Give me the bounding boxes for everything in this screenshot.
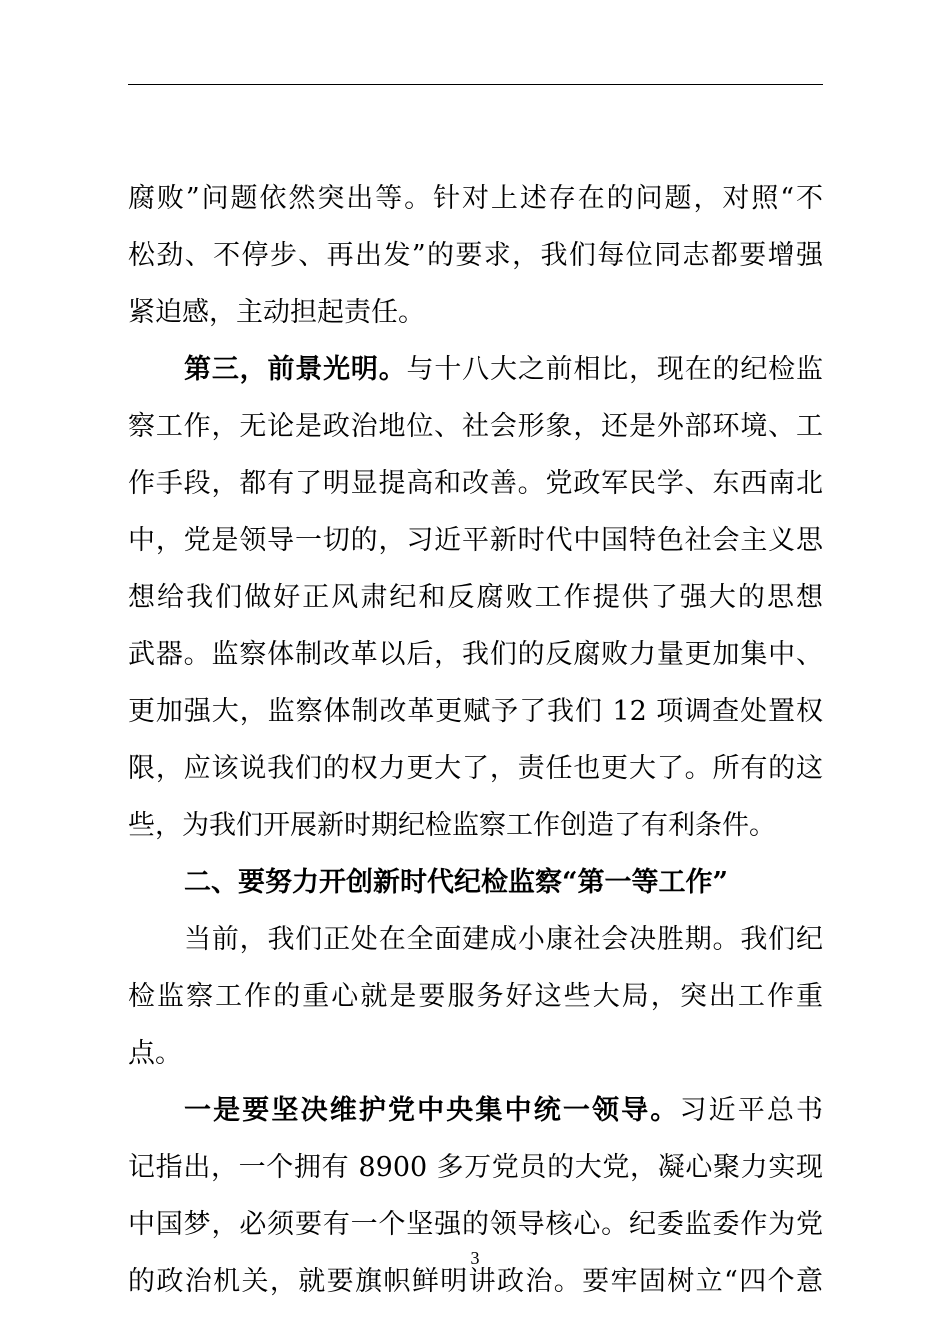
body-line: 记指出，一个拥有 8900 多万党员的大党，凝心聚力实现 [128, 1152, 823, 1183]
body-line: 检监察工作的重心就是要服务好这些大局，突出工作重 [128, 981, 823, 1012]
header-rule [128, 84, 823, 85]
body-line: 想给我们做好正风肃纪和反腐败工作提供了强大的思想 [128, 582, 823, 613]
body-line: 紧迫感，主动担起责任。 [128, 297, 425, 328]
section-heading-line: 第三，前景光明。与十八大之前相比，现在的纪检监 [184, 354, 823, 385]
chapter-heading-line [128, 854, 823, 911]
body-line: 些，为我们开展新时期纪检监察工作创造了有利条件。 [128, 810, 776, 841]
body-line: 当前，我们正处在全面建成小康社会决胜期。我们纪 [184, 924, 823, 955]
document-body [128, 170, 823, 1310]
body-line: 腐败”问题依然突出等。针对上述存在的问题，对照“不 [128, 183, 823, 214]
body-line: 限，应该说我们的权力更大了，责任也更大了。所有的这 [128, 753, 823, 784]
section-heading-line: 一是要坚决维护党中央集中统一领导。习近平总书 [184, 1095, 823, 1126]
body-line: 的政治机关，就要旗帜鲜明讲政治。要牢固树立“四个意 [128, 1266, 823, 1297]
section-heading: 第三，前景光明。 [184, 354, 407, 385]
body-line: 点。 [128, 1038, 182, 1069]
body-line: 武器。监察体制改革以后，我们的反腐败力量更加集中、 [128, 639, 823, 670]
body-line: 更加强大，监察体制改革更赋予了我们 12 项调查处置权 [128, 696, 823, 727]
page-number: 3 [470, 1248, 480, 1268]
body-line: 中，党是领导一切的，习近平新时代中国特色社会主义思 [128, 525, 823, 556]
body-line: 中国梦，必须要有一个坚强的领导核心。纪委监委作为党 [128, 1209, 823, 1240]
chapter-heading: 二、要努力开创新时代纪检监察“第一等工作” [184, 867, 729, 898]
body-line: 察工作，无论是政治地位、社会形象，还是外部环境、工 [128, 411, 823, 442]
body-line: 作手段，都有了明显提高和改善。党政军民学、东西南北 [128, 468, 823, 499]
body-line: 松劲、不停步、再出发”的要求，我们每位同志都要增强 [128, 240, 823, 271]
section-heading: 一是要坚决维护党中央集中统一领导。 [184, 1095, 680, 1126]
